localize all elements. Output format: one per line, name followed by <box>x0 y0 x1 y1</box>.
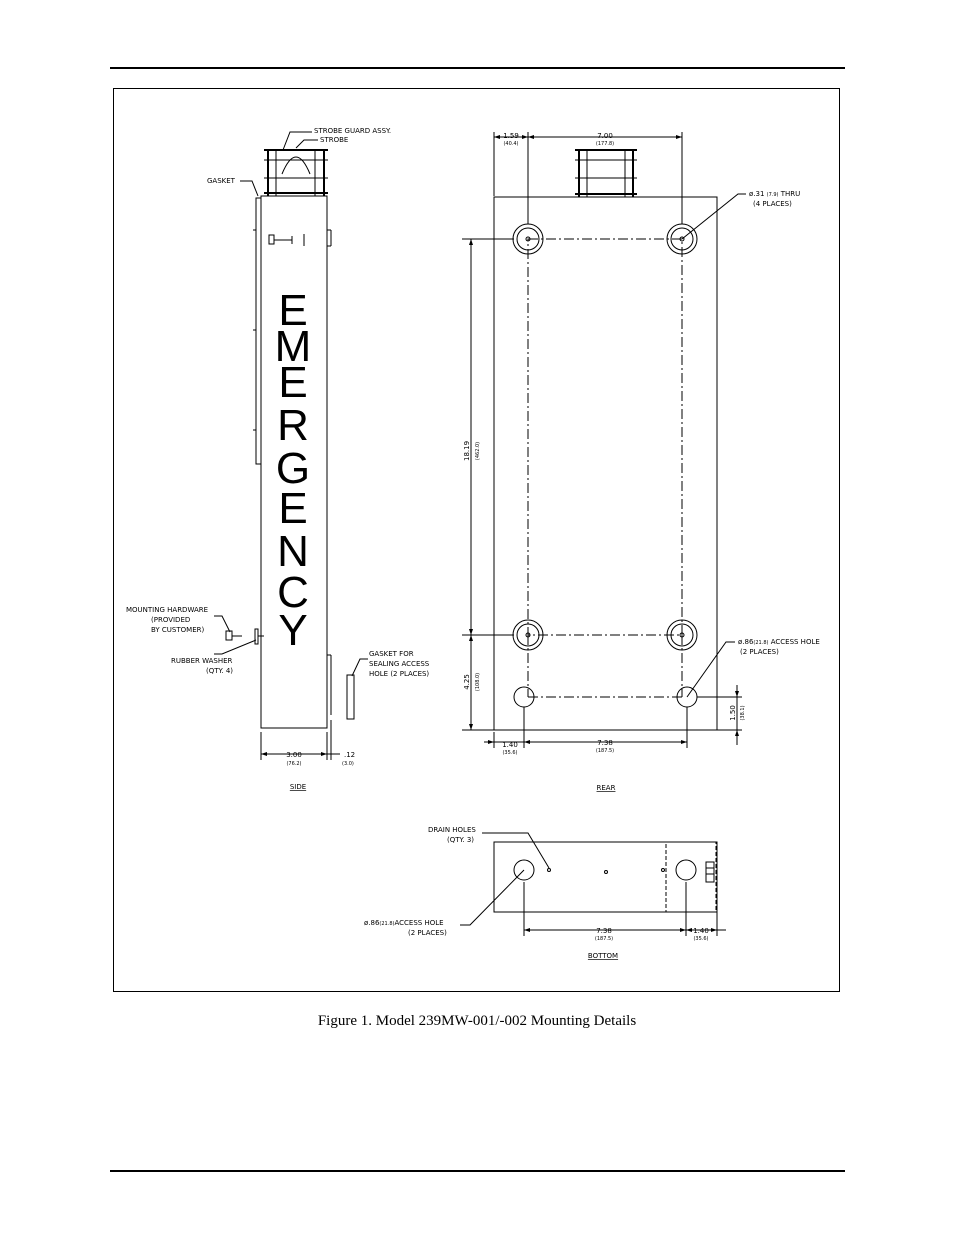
drain-holes-qty: (QTY. 3) <box>447 836 475 844</box>
emergency-letter: M <box>274 322 312 371</box>
hole-spec-dia: ø.31 <box>749 190 765 198</box>
dim-rear-lower: 4.25 <box>463 674 471 690</box>
dim-rear-b: 7.38 <box>597 739 613 747</box>
emergency-letter: E <box>278 358 308 407</box>
dim-bottom-b: 7.38 <box>596 927 612 935</box>
strobe-guard <box>264 150 328 196</box>
dim-rear-vert-mm: (462.0) <box>475 441 481 461</box>
gasket-label: GASKET <box>207 177 235 185</box>
side-view-title: SIDE <box>289 783 307 791</box>
dim-side-width-mm: (76.2) <box>286 761 302 767</box>
mounting-hardware-label-2: (PROVIDED <box>151 616 191 624</box>
mounting-hardware-label: MOUNTING HARDWARE <box>126 606 209 614</box>
bottom-access-dia: ø.86 <box>364 919 380 927</box>
emergency-letter: G <box>275 444 311 493</box>
dim-bottom-a: 1.40 <box>693 927 709 935</box>
strobe-guard-label: STROBE GUARD ASSY. <box>314 127 392 135</box>
gasket-seal-label: GASKET FOR <box>369 650 414 658</box>
bottom-view <box>460 833 726 936</box>
rubber-washer-qty: (QTY. 4) <box>206 667 234 675</box>
bolt-icon <box>269 234 304 246</box>
gasket-seal-label-2: SEALING ACCESS <box>369 660 430 668</box>
dim-rear-bottom: 1.50 <box>729 705 737 721</box>
dim-rear-top-mm: (177.8) <box>595 141 615 147</box>
bottom-access-mm: (21.8) <box>379 921 395 927</box>
dim-side-thk-mm: (3.0) <box>342 761 354 767</box>
drain-hole <box>605 871 608 874</box>
rubber-washer-label: RUBBER WASHER <box>171 657 233 665</box>
rear-access-mm: (21.8) <box>753 640 769 646</box>
dim-bottom-a-mm: (35.6) <box>693 936 709 942</box>
dim-side-thk: .12 <box>344 751 356 759</box>
dim-bottom-b-mm: (187.5) <box>594 936 614 942</box>
hole-spec-mm: (7.9) <box>766 192 779 198</box>
mounting-hardware-icon <box>226 629 264 644</box>
bottom-view-title: BOTTOM <box>587 952 619 960</box>
emergency-text <box>275 286 312 655</box>
drain-hole <box>662 869 665 872</box>
mounting-hardware-label-3: BY CUSTOMER) <box>151 626 205 634</box>
emergency-letter: C <box>277 568 309 617</box>
hole-spec <box>749 190 800 198</box>
bottom-access-text: ACCESS HOLE <box>394 919 444 927</box>
arrowheads <box>261 135 739 932</box>
rear-view-title: REAR <box>596 784 616 792</box>
drain-holes-label: DRAIN HOLES <box>428 826 476 834</box>
rear-strobe-guard <box>575 150 637 197</box>
emergency-letter: Y <box>278 606 308 655</box>
drain-hole <box>548 869 551 872</box>
figure-caption: Figure 1. Model 239MW-001/-002 Mounting Details <box>317 1013 637 1029</box>
hole-spec-places: (4 PLACES) <box>753 200 792 208</box>
rear-access-dia: ø.86 <box>738 638 754 646</box>
dim-rear-lower-mm: (108.0) <box>475 672 481 692</box>
dim-rear-a-mm: (35.6) <box>502 750 518 756</box>
rear-access-spec <box>738 638 820 646</box>
strobe-label: STROBE <box>320 136 349 144</box>
rear-access-places: (2 PLACES) <box>740 648 779 656</box>
dim-rear-b-mm: (187.5) <box>595 748 615 754</box>
dim-side-width: 3.00 <box>286 751 302 759</box>
dim-rear-top: 7.00 <box>597 132 613 140</box>
dim-rear-a: 1.40 <box>502 741 518 749</box>
emergency-letter: R <box>277 401 309 450</box>
dim-rear-left-mm: (40.4) <box>503 141 519 147</box>
emergency-letter: E <box>278 484 308 533</box>
access-hole <box>676 860 696 880</box>
dim-rear-left: 1.59 <box>503 132 519 140</box>
emergency-letter: E <box>278 286 308 335</box>
gasket-seal-part <box>347 675 354 719</box>
hole-spec-thru: THRU <box>780 190 801 198</box>
dim-rear-vert: 18.19 <box>463 440 471 462</box>
dim-rear-bottom-mm: (38.1) <box>740 705 746 721</box>
bottom-access-spec <box>364 919 444 927</box>
rear-access-text: ACCESS HOLE <box>770 638 820 646</box>
rear-view <box>462 132 746 748</box>
bottom-rule <box>110 1170 845 1172</box>
gasket-strip <box>256 198 261 464</box>
bottom-access-places: (2 PLACES) <box>408 929 447 937</box>
emergency-letter: N <box>277 527 309 576</box>
gasket-seal-label-3: HOLE (2 PLACES) <box>369 670 430 678</box>
bottom-housing <box>494 842 717 912</box>
